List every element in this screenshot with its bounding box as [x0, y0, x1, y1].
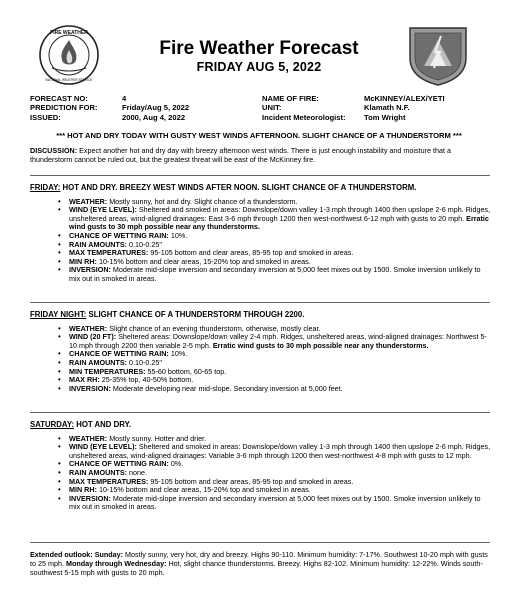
- page-title: Fire Weather Forecast: [159, 38, 359, 59]
- outlook-monwed-label: Monday through Wednesday:: [63, 558, 167, 568]
- item-label: MAX TEMPERATURES:: [69, 476, 149, 486]
- section-heading: [30, 184, 492, 193]
- item-emphasis: Erratic wind gusts to 30 mph possible near any thunderstorms.: [212, 340, 429, 350]
- list-item: [58, 495, 492, 512]
- item-text: Sheltered areas: Downslope/down valley 2-4 mph. Ridges, unsheltered areas, wind-aligned drainages: Northwest 5-10 mph through 2200 then variable 2-5 mph.: [69, 332, 487, 350]
- friday-night-list: [30, 325, 492, 394]
- logo-bottom-text: NATIONAL WEATHER SERVICE: [45, 78, 93, 82]
- item-label: WIND (EYE LEVEL):: [69, 205, 137, 215]
- page-subtitle: FRIDAY AUG 5, 2022: [196, 60, 322, 74]
- item-text: 0.10-0.25": [127, 239, 162, 249]
- section-summary: SLIGHT CHANCE OF A THUNDERSTORM THROUGH 2200.: [86, 310, 305, 319]
- outlook-monwed-text: Hot, slight chance thunderstorms. Breezy. Highs 82-102. Minimum humidity: 12-22%. Winds south-southwest 5-15 mph with gusts to 20 mph.: [30, 558, 483, 577]
- item-text: 0.10-0.25": [127, 357, 162, 367]
- item-text: Mostly sunny. Hotter and drier.: [107, 433, 207, 443]
- list-item: [58, 385, 492, 394]
- outlook-sunday-label: Sunday:: [92, 550, 124, 559]
- headline: *** HOT AND DRY TODAY WITH GUSTY WEST WINDS AFTERNOON. SLIGHT CHANCE OF A THUNDERSTORM ***: [56, 131, 462, 140]
- item-label: INVERSION:: [69, 493, 111, 503]
- item-label: RAIN AMOUNTS:: [69, 239, 128, 249]
- list-item: [58, 443, 492, 460]
- saturday-list: [30, 435, 492, 512]
- meta-label: ISSUED:: [30, 112, 61, 122]
- extended-outlook: [30, 551, 492, 577]
- divider: [30, 412, 490, 413]
- item-label: RAIN AMOUNTS:: [69, 357, 128, 367]
- meta-label: UNIT:: [262, 103, 282, 113]
- item-text: 55-60 bottom, 60-65 top.: [145, 366, 227, 376]
- section-day: FRIDAY NIGHT:: [30, 310, 87, 319]
- section-heading: [30, 421, 492, 430]
- logo-top-text: FIRE WEATHER: [50, 30, 88, 36]
- meta-label: FORECAST NO:: [30, 94, 88, 103]
- meta-forecast-no: [30, 94, 189, 103]
- meta-value: Tom Wright: [364, 112, 406, 122]
- meta-value: 4: [122, 94, 127, 103]
- item-text: 25-35% top, 40-50% bottom.: [99, 375, 194, 385]
- section-heading: [30, 311, 492, 320]
- discussion-label: DISCUSSION:: [30, 146, 78, 155]
- divider: [30, 542, 490, 543]
- section-saturday: [30, 421, 492, 512]
- item-text: 0%.: [168, 459, 184, 469]
- item-label: CHANCE OF WETTING RAIN:: [69, 349, 169, 359]
- meta-value: Klamath N.F.: [364, 103, 410, 113]
- meta-meteorologist: [262, 113, 445, 122]
- list-item: [58, 266, 492, 283]
- item-text: 10-15% bottom and clear areas, 15-20% top and smoked in areas.: [96, 485, 311, 495]
- item-label: CHANCE OF WETTING RAIN:: [69, 230, 169, 240]
- section-summary: HOT AND DRY.: [74, 420, 132, 429]
- meta-left: [30, 94, 189, 122]
- item-label: WIND (EYE LEVEL):: [69, 442, 137, 452]
- list-item: [58, 206, 492, 232]
- item-text: Slight chance of an evening thunderstorm, otherwise, mostly clear.: [107, 323, 321, 333]
- item-text: 10%.: [168, 349, 188, 359]
- section-day: SATURDAY:: [30, 420, 75, 429]
- list-item: [58, 333, 492, 350]
- item-text: Sheltered and smoked in areas: Downslope/down valley 1-3 mph through 1400 then upslope 2-6 mph. Ridges, unsheltered areas, wind-aligned drainages: East 3-6 mph through 1200 then west-northwest 6-12 mph with gusts to 20 mph.: [69, 205, 491, 223]
- divider: [30, 175, 490, 176]
- meta-prediction-for: [30, 103, 189, 112]
- meta-right: [262, 94, 445, 122]
- meta-value: Friday/Aug 5, 2022: [122, 103, 190, 113]
- item-label: MIN RH:: [69, 485, 97, 495]
- discussion-text: Expect another hot and dry day with breezy afternoon west winds. There is just enough instability and moisture that a thunderstorm cannot be ruled out, but the greatest threat will be east of the McKinney fire.: [30, 146, 451, 164]
- meta-label: Incident Meteorologist:: [262, 112, 346, 122]
- meta-label: PREDICTION FOR:: [30, 103, 98, 113]
- item-text: Moderate developing near mid-slope. Secondary inversion at 5,000 feet.: [110, 383, 343, 393]
- section-friday-night: [30, 311, 492, 393]
- meta-fire-name: [262, 94, 445, 103]
- meta-value: 2000, Aug 4, 2022: [122, 112, 186, 122]
- item-emphasis: Erratic wind gusts to 30 mph possible near any thunderstorms.: [69, 213, 489, 232]
- item-label: WEATHER:: [69, 196, 108, 206]
- item-text: 10%.: [168, 230, 188, 240]
- item-text: 95-105 bottom and clear areas, 85-95 top and smoked in areas.: [148, 248, 354, 258]
- meta-label: NAME OF FIRE:: [262, 94, 319, 103]
- item-label: MIN TEMPERATURES:: [69, 366, 146, 376]
- item-text: Moderate mid-slope inversion and secondary inversion at 5,000 feet mixes out by 1500. Smoke inversion unlikely to mix out in smoked in areas.: [69, 493, 481, 512]
- item-text: 95-105 bottom and clear areas, 85-95 top and smoked in areas.: [148, 476, 354, 486]
- item-label: INVERSION:: [69, 265, 111, 275]
- item-label: CHANCE OF WETTING RAIN:: [69, 459, 169, 469]
- item-label: INVERSION:: [69, 383, 111, 393]
- item-text: Moderate mid-slope inversion and secondary inversion at 5,000 feet mixes out by 1500. Smoke inversion unlikely to mix out in smoked in areas.: [69, 265, 481, 283]
- item-label: WEATHER:: [69, 323, 108, 333]
- section-friday: [30, 184, 492, 284]
- section-summary: HOT AND DRY. BREEZY WEST WINDS AFTER NOON. SLIGHT CHANCE OF A THUNDERSTORM.: [60, 183, 417, 192]
- item-text: Mostly sunny, hot and dry. Slight chance of a thunderstorm.: [107, 196, 298, 206]
- outlook-sunday-text: Mostly sunny, very hot, dry and breezy. Highs 90-110. Minimum humidity: 7-17%. Southwest 10-20 mph with gusts to 25 mph.: [30, 550, 488, 568]
- item-label: RAIN AMOUNTS:: [69, 467, 128, 477]
- meta-issued: [30, 113, 189, 122]
- section-day: FRIDAY:: [30, 183, 61, 192]
- divider: [30, 302, 490, 303]
- item-label: WEATHER:: [69, 433, 108, 443]
- item-text: Sheltered and smoked in areas: Downslope/down valley 1-3 mph through 1400 then upslope 2-6 mph. Ridges, unsheltered areas, wind-aligned drainages: Variable 3-6 mph through 1200 then west-northwest 4-8 mph with gusts to 12 mph.: [69, 442, 491, 460]
- discussion: [30, 147, 490, 165]
- item-label: MAX RH:: [69, 375, 100, 385]
- friday-list: [30, 198, 492, 284]
- meta-unit: [262, 103, 445, 112]
- item-label: MAX TEMPERATURES:: [69, 248, 149, 258]
- item-text: none.: [127, 467, 148, 477]
- item-label: MIN RH:: [69, 256, 97, 266]
- meta-value: McKINNEY/ALEX/YETI: [364, 94, 445, 103]
- outlook-label: Extended outlook:: [30, 550, 93, 559]
- item-label: WIND (20 FT):: [69, 332, 117, 342]
- item-text: 10-15% bottom and clear areas, 15-20% top and smoked in areas.: [96, 256, 311, 266]
